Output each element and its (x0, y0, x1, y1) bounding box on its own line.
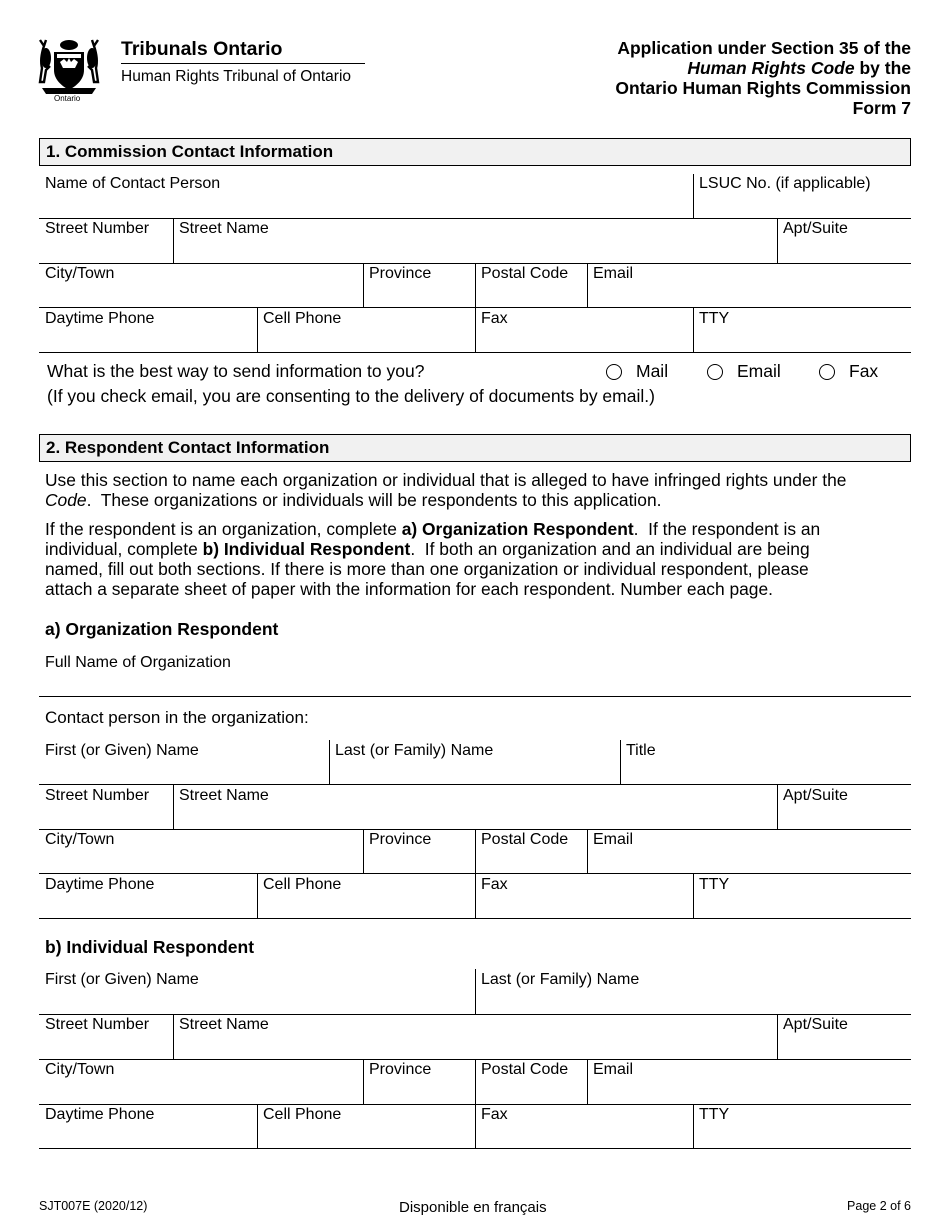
lsuc-label: LSUC No. (if applicable) (699, 175, 871, 192)
ind-fax-label: Fax (481, 1106, 508, 1123)
delivery-question: What is the best way to send information to you? (47, 361, 425, 381)
instr-bold-org: a) Organization Respondent (401, 519, 634, 539)
ind-fax-input[interactable] (476, 1105, 693, 1149)
ind-last-name-input[interactable] (476, 969, 911, 1014)
s1-cell-phone-input[interactable] (258, 308, 475, 352)
org-email-label: Email (593, 831, 634, 848)
ind-tty-input[interactable] (694, 1105, 911, 1149)
s1-apt-input[interactable] (778, 219, 911, 263)
form-title-line2 (615, 58, 911, 78)
ind-email-input[interactable] (588, 1060, 911, 1104)
org-province-input[interactable] (364, 830, 475, 874)
code-title-italic: Human Rights Code (687, 58, 855, 78)
ind-province-label: Province (369, 1061, 432, 1078)
s1-day-phone-input[interactable] (39, 308, 257, 352)
s1-fax-label: Fax (481, 310, 508, 327)
org-name: Tribunals Ontario (121, 38, 283, 60)
ind-tty-label: TTY (699, 1106, 730, 1123)
instr-text-1: If the respondent is an organization, complete (45, 519, 402, 539)
ind-street-number-label: Street Number (45, 1016, 150, 1033)
form-title (615, 38, 911, 118)
s1-day-phone-label: Daytime Phone (45, 310, 155, 327)
org-last-name-label: Last (or Family) Name (335, 742, 494, 759)
form-code: SJT007E (2020/12) (39, 1199, 148, 1213)
page-number: Page 2 of 6 (847, 1199, 911, 1213)
ind-city-input[interactable] (39, 1060, 363, 1104)
org-day-phone-input[interactable] (39, 874, 257, 918)
delivery-fax-radio[interactable] (819, 364, 835, 380)
s1-email-label: Email (593, 265, 634, 282)
instr-line1 (45, 519, 913, 539)
org-contact-person-label: Contact person in the organization: (45, 708, 309, 727)
s1-province-input[interactable] (364, 264, 475, 308)
french-link[interactable]: Disponible en français (399, 1199, 547, 1216)
s1-city-input[interactable] (39, 264, 363, 308)
ind-postal-label: Postal Code (481, 1061, 569, 1078)
ind-street-name-label: Street Name (179, 1016, 269, 1033)
org-street-number-label: Street Number (45, 787, 150, 804)
s1-fax-input[interactable] (476, 308, 693, 352)
ind-first-name-label: First (or Given) Name (45, 971, 199, 988)
s1-city-label: City/Town (45, 265, 115, 282)
org-first-name-input[interactable] (39, 740, 329, 784)
instr-text-3: individual, complete (45, 539, 203, 559)
form-title-line1: Application under Section 35 of the (617, 38, 911, 58)
s1-apt-label: Apt/Suite (783, 220, 848, 237)
org-city-input[interactable] (39, 830, 363, 874)
org-apt-input[interactable] (778, 785, 911, 829)
org-full-name-input[interactable] (39, 652, 911, 696)
delivery-email-radio[interactable] (707, 364, 723, 380)
org-province-label: Province (369, 831, 432, 848)
delivery-fax-label: Fax (849, 361, 879, 381)
ind-street-name-input[interactable] (174, 1015, 777, 1059)
s1-tty-label: TTY (699, 310, 730, 327)
logo-caption: Ontario (54, 94, 81, 103)
instr-bold-ind: b) Individual Respondent (202, 539, 411, 559)
section2-heading: 2. Respondent Contact Information (46, 438, 330, 457)
section2-instructions (45, 519, 913, 599)
ind-day-phone-label: Daytime Phone (45, 1106, 155, 1123)
contact-name-label: Name of Contact Person (45, 175, 221, 192)
divider (39, 1148, 911, 1149)
s1-street-name-input[interactable] (174, 219, 777, 263)
delivery-mail-label: Mail (636, 361, 669, 381)
section1-heading: 1. Commission Contact Information (46, 142, 334, 161)
ind-cell-phone-label: Cell Phone (263, 1106, 342, 1123)
instr-text-4: . If both an organization and an individual are being (410, 539, 810, 559)
ind-cell-phone-input[interactable] (258, 1105, 475, 1149)
s1-street-number-input[interactable] (39, 219, 173, 263)
org-fax-input[interactable] (476, 874, 693, 918)
form-title-line2-rest: by the (854, 58, 911, 78)
form-title-line3: Ontario Human Rights Commission (615, 78, 911, 98)
divider (39, 352, 911, 353)
s1-email-input[interactable] (588, 264, 911, 308)
divider (39, 918, 911, 919)
instr-line4: attach a separate sheet of paper with the information for each respondent. Number each page. (45, 579, 773, 599)
org-street-name-input[interactable] (174, 785, 777, 829)
ind-street-number-input[interactable] (39, 1015, 173, 1059)
s1-postal-label: Postal Code (481, 265, 569, 282)
ind-postal-input[interactable] (476, 1060, 587, 1104)
org-cell-phone-label: Cell Phone (263, 876, 342, 893)
org-fax-label: Fax (481, 876, 508, 893)
header-divider (121, 63, 365, 64)
org-street-number-input[interactable] (39, 785, 173, 829)
s1-street-name-label: Street Name (179, 220, 269, 237)
org-street-name-label: Street Name (179, 787, 269, 804)
s1-cell-phone-label: Cell Phone (263, 310, 342, 327)
s1-tty-input[interactable] (694, 308, 911, 352)
org-subtitle: Human Rights Tribunal of Ontario (121, 68, 352, 85)
ind-respondent-heading: b) Individual Respondent (45, 937, 255, 957)
org-postal-input[interactable] (476, 830, 587, 874)
org-tty-input[interactable] (694, 874, 911, 918)
ind-first-name-input[interactable] (39, 969, 475, 1014)
org-full-name-label: Full Name of Organization (45, 654, 231, 671)
intro-code-italic: Code (45, 490, 87, 510)
org-email-input[interactable] (588, 830, 911, 874)
instr-line3: named, fill out both sections. If there is more than one organization or individual respondent, please (45, 559, 809, 579)
lsuc-input[interactable] (694, 168, 911, 218)
org-postal-label: Postal Code (481, 831, 569, 848)
intro-text-1: Use this section to name each organization or individual that is alleged to have infringed rights under the (45, 470, 847, 490)
ind-city-label: City/Town (45, 1061, 115, 1078)
ontario-coat-of-arms-logo (36, 38, 102, 104)
org-respondent-heading: a) Organization Respondent (45, 619, 279, 639)
org-title-label: Title (626, 742, 656, 759)
ind-email-label: Email (593, 1061, 634, 1078)
section2-intro (45, 470, 913, 510)
org-cell-phone-input[interactable] (258, 874, 475, 918)
delivery-email-label: Email (737, 361, 781, 381)
org-last-name-input[interactable] (330, 740, 620, 784)
org-apt-label: Apt/Suite (783, 787, 848, 804)
s1-postal-input[interactable] (476, 264, 587, 308)
ind-apt-label: Apt/Suite (783, 1016, 848, 1033)
intro-text-2: . These organizations or individuals will be respondents to this application. (86, 490, 662, 510)
section2-heading-bar (39, 434, 911, 462)
delivery-mail-radio[interactable] (606, 364, 622, 380)
ind-day-phone-input[interactable] (39, 1105, 257, 1149)
org-day-phone-label: Daytime Phone (45, 876, 155, 893)
s1-street-number-label: Street Number (45, 220, 150, 237)
ind-apt-input[interactable] (778, 1015, 911, 1059)
ind-province-input[interactable] (364, 1060, 475, 1104)
instr-line2 (45, 539, 913, 559)
contact-name-input[interactable] (39, 168, 693, 218)
delivery-note: (If you check email, you are consenting to the delivery of documents by email.) (47, 386, 655, 406)
form-number: Form 7 (852, 98, 911, 118)
org-title-input[interactable] (621, 740, 911, 784)
divider (39, 696, 911, 697)
section1-heading-bar (39, 138, 911, 166)
org-first-name-label: First (or Given) Name (45, 742, 199, 759)
s1-province-label: Province (369, 265, 432, 282)
org-tty-label: TTY (699, 876, 730, 893)
ind-last-name-label: Last (or Family) Name (481, 971, 640, 988)
org-city-label: City/Town (45, 831, 115, 848)
instr-text-2: . If the respondent is an (633, 519, 821, 539)
